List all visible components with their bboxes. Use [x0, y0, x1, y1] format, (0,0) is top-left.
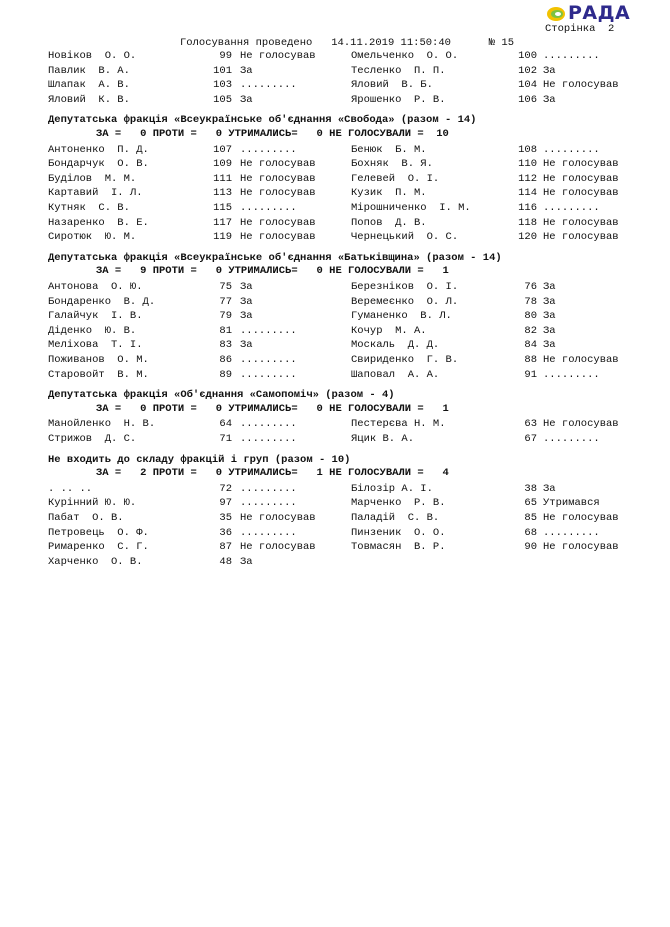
deputy-name: Бохняк В. Я.: [351, 158, 433, 171]
vote-result: Не голосував: [240, 231, 316, 244]
vote-result: За: [240, 339, 253, 352]
seat-number: 48: [219, 555, 232, 568]
vote-number-label: №: [488, 37, 496, 49]
vote-result: За: [240, 295, 253, 308]
deputy-name: Білозір А. І.: [351, 482, 433, 495]
deputy-name: Сиротюк Ю. М.: [48, 231, 137, 244]
seat-number: 119: [213, 231, 232, 244]
rada-logo: [546, 3, 636, 25]
vote-result: Не голосував: [543, 79, 619, 92]
deputy-name: Омельченко О. О.: [351, 50, 459, 62]
deputy-row: [0, 173, 670, 187]
deputy-name: Москаль Д. Д.: [351, 339, 440, 352]
seat-number: 83: [219, 339, 232, 352]
deputy-row: [0, 79, 670, 93]
seat-number: 107: [213, 143, 232, 156]
deputy-row: [0, 541, 670, 555]
deputy-row: [0, 310, 670, 324]
vote-result: .........: [543, 143, 600, 156]
vote-result: Не голосував: [543, 354, 619, 366]
vote-result: За: [543, 482, 556, 495]
deputy-name: Яцик В. А.: [351, 433, 415, 445]
deputy-name: Назаренко В. Е.: [48, 216, 149, 229]
vote-result: Не голосував: [240, 158, 316, 171]
deputy-name: Березніков О. І.: [351, 281, 459, 293]
deputy-row: [0, 158, 670, 172]
vote-result: Не голосував: [240, 187, 316, 200]
vote-result: .........: [240, 368, 297, 381]
faction-title: Депутатська фракція «Всеукраїнське об'єднання «Свобода» (разом - 14): [48, 114, 477, 127]
deputy-name: Пестерєва Н. М.: [351, 418, 446, 431]
faction-title: Депутатська фракція «Об'єднання «Самопоміч» (разом - 4): [48, 389, 395, 402]
deputy-name: Новіков О. О.: [48, 50, 137, 62]
seat-number: 78: [524, 295, 537, 308]
deputy-name: Товмасян В. Р.: [351, 541, 446, 554]
deputy-row: [0, 94, 670, 108]
deputy-row: [0, 217, 670, 231]
seat-number: 35: [219, 512, 232, 524]
vote-result: За: [543, 324, 556, 337]
seat-number: 104: [518, 79, 537, 92]
seat-number: 114: [518, 187, 537, 200]
rada-logo-mark-icon: [546, 6, 566, 22]
seat-number: 76: [524, 281, 537, 293]
deputy-name: Манойленко Н. В.: [48, 418, 156, 431]
vote-result: За: [240, 310, 253, 323]
deputy-row: [0, 483, 670, 497]
vote-result: .........: [240, 482, 297, 495]
deputy-name: Меліхова Т. І.: [48, 339, 143, 352]
deputy-row: [0, 325, 670, 339]
faction-title: Не входить до складу фракцій і груп (разом - 10): [48, 453, 351, 466]
vote-label: Голосування проведено: [180, 37, 313, 49]
deputy-name: Стрижов Д. С.: [48, 433, 137, 445]
vote-header: [180, 37, 514, 49]
seat-number: 64: [219, 418, 232, 431]
deputy-name: Павлик В. А.: [48, 64, 130, 77]
seat-number: 91: [524, 368, 537, 381]
seat-number: 112: [518, 172, 537, 185]
vote-result: За: [543, 295, 556, 308]
deputy-row: [0, 144, 670, 158]
seat-number: 68: [524, 526, 537, 539]
vote-result: За: [543, 93, 556, 106]
deputy-name: Шлапак А. В.: [48, 79, 130, 92]
faction-vote-totals: ЗА = 0 ПРОТИ = 0 УТРИМАЛИСЬ= 0 НЕ ГОЛОСУВАЛИ = 1: [96, 402, 449, 415]
seat-number: 120: [518, 231, 537, 244]
deputy-name: Паладій С. В.: [351, 512, 440, 524]
seat-number: 65: [524, 497, 537, 510]
deputy-row: [0, 202, 670, 216]
seat-number: 99: [219, 50, 232, 62]
vote-result: .........: [543, 526, 600, 539]
deputy-row: [0, 497, 670, 511]
vote-result: .........: [543, 368, 600, 381]
seat-number: 110: [518, 158, 537, 171]
seat-number: 72: [219, 482, 232, 495]
deputy-name: Картавий І. Л.: [48, 187, 143, 200]
vote-result: .........: [240, 497, 297, 510]
seat-number: 111: [213, 172, 232, 185]
deputy-name: Бондарчук О. В.: [48, 158, 149, 171]
vote-result: .........: [240, 143, 297, 156]
vote-result: .........: [240, 526, 297, 539]
vote-result: За: [543, 281, 556, 293]
deputy-name: Мірошниченко І. М.: [351, 202, 471, 214]
seat-number: 67: [524, 433, 537, 445]
vote-result: За: [240, 281, 253, 293]
vote-number: 15: [501, 37, 515, 49]
deputy-name: Антонова О. Ю.: [48, 281, 143, 293]
vote-result: Не голосував: [543, 231, 619, 244]
seat-number: 85: [524, 512, 537, 524]
deputy-name: Марченко Р. В.: [351, 497, 446, 510]
seat-number: 90: [524, 541, 537, 554]
vote-result: .........: [240, 79, 297, 92]
faction-vote-totals: ЗА = 9 ПРОТИ = 0 УТРИМАЛИСЬ= 0 НЕ ГОЛОСУВАЛИ = 1: [96, 265, 449, 278]
deputy-row: [0, 296, 670, 310]
deputy-name: Кочур М. А.: [351, 324, 427, 337]
seat-number: 109: [213, 158, 232, 171]
deputy-name: Старовойт В. М.: [48, 368, 149, 381]
deputy-name: Гуманенко В. Л.: [351, 310, 452, 323]
deputy-name: Діденко Ю. В.: [48, 324, 137, 337]
seat-number: 82: [524, 324, 537, 337]
deputy-name: Галайчук І. В.: [48, 310, 143, 323]
deputy-name: Поживанов О. М.: [48, 354, 149, 366]
deputy-name: Курінний Ю. Ю.: [48, 497, 137, 510]
vote-datetime: 14.11.2019 11:50:40: [331, 37, 451, 49]
deputy-name: Гелевей О. І.: [351, 172, 440, 185]
vote-result: За: [240, 64, 253, 77]
vote-result: Не голосував: [240, 512, 316, 524]
deputy-name: Шаповал А. А.: [351, 368, 440, 381]
vote-result: Не голосував: [543, 187, 619, 200]
seat-number: 113: [213, 187, 232, 200]
deputy-name: Тесленко П. П.: [351, 64, 446, 77]
seat-number: 80: [524, 310, 537, 323]
deputy-row: [0, 231, 670, 245]
vote-result: .........: [240, 433, 297, 445]
vote-result: За: [543, 64, 556, 77]
vote-result: Не голосував: [543, 418, 619, 431]
deputy-row: [0, 369, 670, 383]
deputy-name: Бенюк Б. М.: [351, 143, 427, 156]
deputy-row: [0, 339, 670, 353]
deputy-row: [0, 433, 670, 447]
seat-number: 36: [219, 526, 232, 539]
page-number: [545, 23, 614, 35]
seat-number: 108: [518, 143, 537, 156]
deputy-name: Буділов М. М.: [48, 172, 137, 185]
deputy-name: Ярошенко Р. В.: [351, 93, 446, 106]
faction-title: Депутатська фракція «Всеукраїнське об'єднання «Батьківщина» (разом - 14): [48, 251, 502, 264]
seat-number: 101: [213, 64, 232, 77]
seat-number: 89: [219, 368, 232, 381]
seat-number: 75: [219, 281, 232, 293]
deputy-name: Свириденко Г. В.: [351, 354, 459, 366]
vote-result: Не голосував: [543, 158, 619, 171]
seat-number: 87: [219, 541, 232, 554]
deputy-row: [0, 65, 670, 79]
deputy-row: [0, 50, 670, 64]
deputy-name: Яловий К. В.: [48, 93, 130, 106]
vote-result: .........: [543, 433, 600, 445]
deputy-name: Петровець О. Ф.: [48, 526, 149, 539]
vote-result: .........: [543, 50, 600, 62]
deputy-name: Веремеєнко О. Л.: [351, 295, 459, 308]
seat-number: 117: [213, 216, 232, 229]
deputy-row: [0, 187, 670, 201]
deputy-name: . .. ..: [48, 482, 93, 495]
seat-number: 86: [219, 354, 232, 366]
seat-number: 103: [213, 79, 232, 92]
deputy-name: Харченко О. В.: [48, 555, 143, 568]
deputy-name: Римаренко С. Г.: [48, 541, 149, 554]
deputy-row: [0, 418, 670, 432]
vote-result: .........: [240, 418, 297, 431]
seat-number: 79: [219, 310, 232, 323]
vote-result: Не голосував: [240, 172, 316, 185]
seat-number: 116: [518, 202, 537, 214]
deputy-name: Пабат О. В.: [48, 512, 124, 524]
seat-number: 115: [213, 202, 232, 214]
seat-number: 63: [524, 418, 537, 431]
deputy-name: Пинзеник О. О.: [351, 526, 446, 539]
seat-number: 71: [219, 433, 232, 445]
seat-number: 105: [213, 93, 232, 106]
deputy-row: [0, 527, 670, 541]
vote-result: Утримався: [543, 497, 600, 510]
vote-result: За: [240, 93, 253, 106]
deputy-name: Яловий В. Б.: [351, 79, 433, 92]
vote-result: Не голосував: [543, 541, 619, 554]
deputy-row: [0, 512, 670, 526]
seat-number: 84: [524, 339, 537, 352]
vote-result: За: [240, 555, 253, 568]
seat-number: 106: [518, 93, 537, 106]
seat-number: 102: [518, 64, 537, 77]
vote-result: .........: [240, 202, 297, 214]
deputy-name: Кутняк С. В.: [48, 202, 130, 214]
vote-result: Не голосував: [240, 541, 316, 554]
vote-result: Не голосував: [543, 512, 619, 524]
seat-number: 81: [219, 324, 232, 337]
seat-number: 118: [518, 216, 537, 229]
vote-result: Не голосував: [240, 50, 316, 62]
deputy-row: [0, 354, 670, 368]
deputy-row: [0, 281, 670, 295]
page-label: Сторінка: [545, 23, 596, 35]
vote-result: За: [543, 310, 556, 323]
vote-result: Не голосував: [543, 172, 619, 185]
vote-result: За: [543, 339, 556, 352]
deputy-name: Антоненко П. Д.: [48, 143, 149, 156]
faction-vote-totals: ЗА = 0 ПРОТИ = 0 УТРИМАЛИСЬ= 0 НЕ ГОЛОСУВАЛИ = 10: [96, 128, 449, 140]
faction-vote-totals: ЗА = 2 ПРОТИ = 0 УТРИМАЛИСЬ= 1 НЕ ГОЛОСУВАЛИ = 4: [96, 467, 449, 480]
deputy-name: Кузик П. М.: [351, 187, 427, 200]
deputy-name: Бондаренко В. Д.: [48, 295, 156, 308]
page-number-value: 2: [608, 23, 615, 35]
seat-number: 88: [524, 354, 537, 366]
seat-number: 100: [518, 50, 537, 62]
seat-number: 77: [219, 295, 232, 308]
seat-number: 97: [219, 497, 232, 510]
seat-number: 38: [524, 482, 537, 495]
vote-result: .........: [543, 202, 600, 214]
rada-logo-text: РАДА: [568, 2, 631, 24]
deputy-name: Чернецький О. С.: [351, 231, 459, 244]
vote-result: Не голосував: [543, 216, 619, 229]
deputy-name: Попов Д. В.: [351, 216, 427, 229]
vote-result: .........: [240, 354, 297, 366]
deputy-row: [0, 556, 670, 570]
vote-result: .........: [240, 324, 297, 337]
vote-result: Не голосував: [240, 216, 316, 229]
